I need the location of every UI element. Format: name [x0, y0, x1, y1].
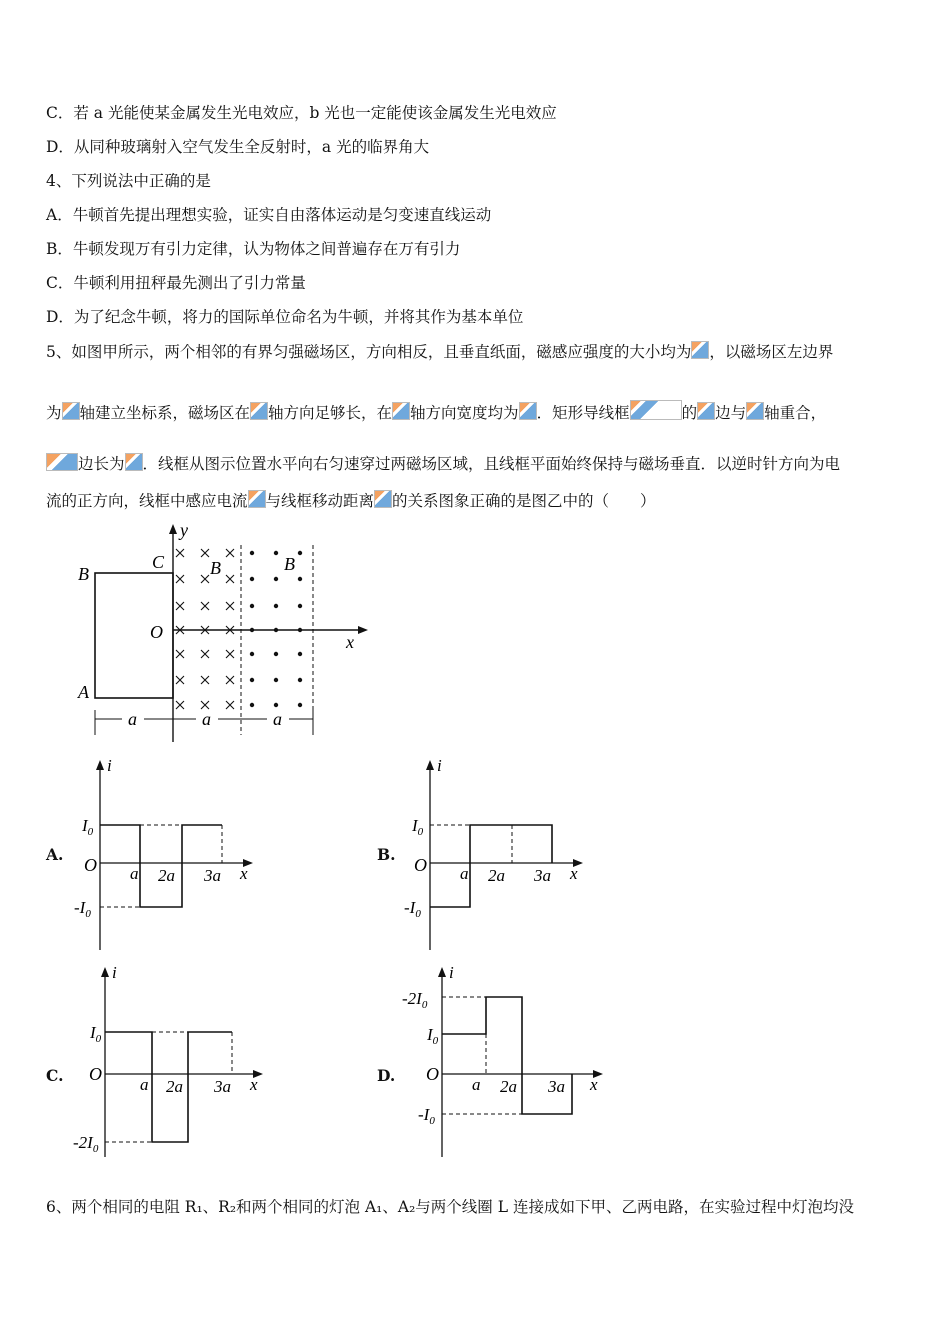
- field-dot-mark: [250, 678, 254, 682]
- magnetic-field-figure: [70, 520, 380, 745]
- point-b-label: B: [78, 564, 89, 584]
- neg-2i0-label: $-2I_0$: [73, 1133, 99, 1155]
- field-dot-mark: [274, 628, 278, 632]
- field-cross-mark: [201, 650, 209, 658]
- tick-a: a: [130, 864, 139, 883]
- field-cross-mark: [226, 549, 234, 557]
- tick-3a: 3a: [204, 866, 221, 885]
- broken-image-icon: [746, 402, 764, 420]
- q4-option-c: C．牛顿利用扭秤最先测出了引力常量: [46, 274, 306, 292]
- tick-3a: 3a: [548, 1077, 565, 1096]
- broken-image-icon: [697, 402, 715, 420]
- field-dot-mark: [298, 652, 302, 656]
- field-dot-mark: [298, 604, 302, 608]
- field-cross-mark: [226, 650, 234, 658]
- field-dot-mark: [250, 652, 254, 656]
- field-cross-mark: [201, 676, 209, 684]
- q5-line-3: 边长为 ．线框从图示位置水平向右匀速穿过两磁场区域，且线框平面始终保持与磁场垂直．以逆时针方向为电: [46, 453, 840, 474]
- tick-2a: 2a: [166, 1077, 183, 1096]
- origin-label: O: [150, 622, 163, 642]
- axis-i-label: i: [437, 756, 442, 775]
- graph-b: [400, 755, 600, 955]
- point-c-label: C: [152, 552, 165, 572]
- broken-image-icon: [125, 453, 143, 471]
- field-cross-mark: [226, 676, 234, 684]
- option-d-label: D.: [377, 1066, 396, 1085]
- field-cross-mark: [226, 575, 234, 583]
- axis-x-label: x: [570, 864, 578, 883]
- field-cross-mark: [226, 701, 234, 709]
- field-into-page: [176, 549, 234, 709]
- broken-image-icon: [691, 341, 709, 359]
- broken-image-icon: [250, 402, 268, 420]
- field-cross-mark: [176, 701, 184, 709]
- q5-line-4: 流的正方向，线框中感应电流 与线框移动距离 的关系图象正确的是图乙中的（ ）: [46, 492, 656, 510]
- field-cross-mark: [201, 575, 209, 583]
- q4-option-b: B．牛顿发现万有引力定律，认为物体之间普遍存在万有引力: [46, 240, 461, 258]
- axis-x-label: x: [590, 1075, 598, 1094]
- broken-image-icon: [248, 490, 266, 508]
- tick-a: a: [140, 1075, 149, 1094]
- field-dot-mark: [250, 577, 254, 581]
- option-c-label: C.: [46, 1066, 64, 1085]
- option-a-label: A.: [46, 845, 64, 864]
- q4-option-d: D．为了纪念牛顿，将力的国际单位命名为牛顿，并将其作为基本单位: [46, 308, 524, 326]
- field-dot-mark: [298, 577, 302, 581]
- field-dot-mark: [274, 551, 278, 555]
- field-dot-mark: [274, 703, 278, 707]
- tick-2a: 2a: [488, 866, 505, 885]
- i0-label: $I_0$: [90, 1023, 102, 1045]
- neg-i0-label: $-I_0$: [418, 1105, 435, 1127]
- graph-c: [70, 962, 270, 1162]
- field-dot-mark: [274, 577, 278, 581]
- graph-a: [70, 755, 270, 955]
- field-dot-mark: [274, 652, 278, 656]
- neg-2i0-top-label: $-2I_0$: [402, 989, 428, 1011]
- x-axis-label: x: [346, 632, 354, 652]
- origin-label: O: [414, 855, 427, 875]
- axis-x-label: x: [250, 1075, 258, 1094]
- q3-option-c: C．若 a 光能使某金属发生光电效应，b 光也一定能使该金属发生光电效应: [46, 104, 557, 122]
- neg-i0-label: $-I_0$: [404, 898, 421, 920]
- field-dot-mark: [274, 604, 278, 608]
- field-dot-mark: [250, 551, 254, 555]
- q5-line-2: 为 轴建立坐标系，磁场区在 轴方向足够长，在 轴方向宽度均为 ．矩形导线框 的 边与 轴重合，: [46, 400, 826, 423]
- broken-image-icon: [62, 402, 80, 420]
- field-cross-mark: [176, 602, 184, 610]
- field-cross-mark: [176, 650, 184, 658]
- q3-option-d: D．从同种玻璃射入空气发生全反射时，a 光的临界角大: [46, 138, 430, 156]
- field-dot-mark: [298, 628, 302, 632]
- field-label-2: B: [284, 554, 295, 574]
- tick-3a: 3a: [214, 1077, 231, 1096]
- broken-image-icon: [46, 453, 78, 471]
- field-cross-mark: [226, 602, 234, 610]
- option-b-label: B.: [377, 845, 396, 864]
- field-cross-mark: [201, 602, 209, 610]
- field-dot-mark: [250, 604, 254, 608]
- field-cross-mark: [176, 549, 184, 557]
- field-dot-mark: [298, 703, 302, 707]
- axis-x-label: x: [240, 864, 248, 883]
- q5-line-1: 5、如图甲所示，两个相邻的有界匀强磁场区，方向相反，且垂直纸面，磁感应强度的大小均为 ，以磁场区左边界: [46, 343, 834, 361]
- axis-i-label: i: [107, 756, 112, 775]
- origin-label: O: [426, 1064, 439, 1084]
- axis-i-label: i: [112, 963, 117, 982]
- i0-label: $I_0$: [427, 1025, 439, 1047]
- graph-d: [400, 962, 610, 1162]
- width-label-2: a: [202, 709, 211, 729]
- i0-label: $I_0$: [82, 816, 94, 838]
- broken-image-icon: [630, 400, 682, 420]
- broken-image-icon: [519, 402, 537, 420]
- tick-a: a: [472, 1075, 481, 1094]
- tick-2a: 2a: [500, 1077, 517, 1096]
- broken-image-icon: [392, 402, 410, 420]
- field-cross-mark: [201, 701, 209, 709]
- q4-option-a: A．牛顿首先提出理想实验，证实自由落体运动是匀变速直线运动: [46, 206, 492, 224]
- point-a-label: A: [78, 682, 89, 702]
- field-dot-mark: [298, 678, 302, 682]
- width-label-3: a: [273, 709, 282, 729]
- width-label-1: a: [128, 709, 137, 729]
- origin-label: O: [89, 1064, 102, 1084]
- neg-i0-label: $-I_0$: [74, 898, 91, 920]
- field-label-1: B: [210, 558, 221, 578]
- field-dot-mark: [298, 551, 302, 555]
- field-cross-mark: [176, 575, 184, 583]
- field-cross-mark: [201, 549, 209, 557]
- q4-stem: 4、下列说法中正确的是: [46, 172, 211, 190]
- field-dot-mark: [250, 628, 254, 632]
- field-dot-mark: [250, 703, 254, 707]
- tick-3a: 3a: [534, 866, 551, 885]
- field-dot-mark: [274, 678, 278, 682]
- tick-a: a: [460, 864, 469, 883]
- field-cross-mark: [176, 676, 184, 684]
- axis-i-label: i: [449, 963, 454, 982]
- i0-label: $I_0$: [412, 816, 424, 838]
- broken-image-icon: [374, 490, 392, 508]
- y-axis-label: y: [180, 520, 188, 540]
- tick-2a: 2a: [158, 866, 175, 885]
- q6-stem: 6、两个相同的电阻 R₁、R₂和两个相同的灯泡 A₁、A₂与两个线圈 L 连接成如下甲、乙两电路，在实验过程中灯泡均没: [46, 1198, 854, 1216]
- origin-label: O: [84, 855, 97, 875]
- field-out-of-page: [250, 551, 302, 707]
